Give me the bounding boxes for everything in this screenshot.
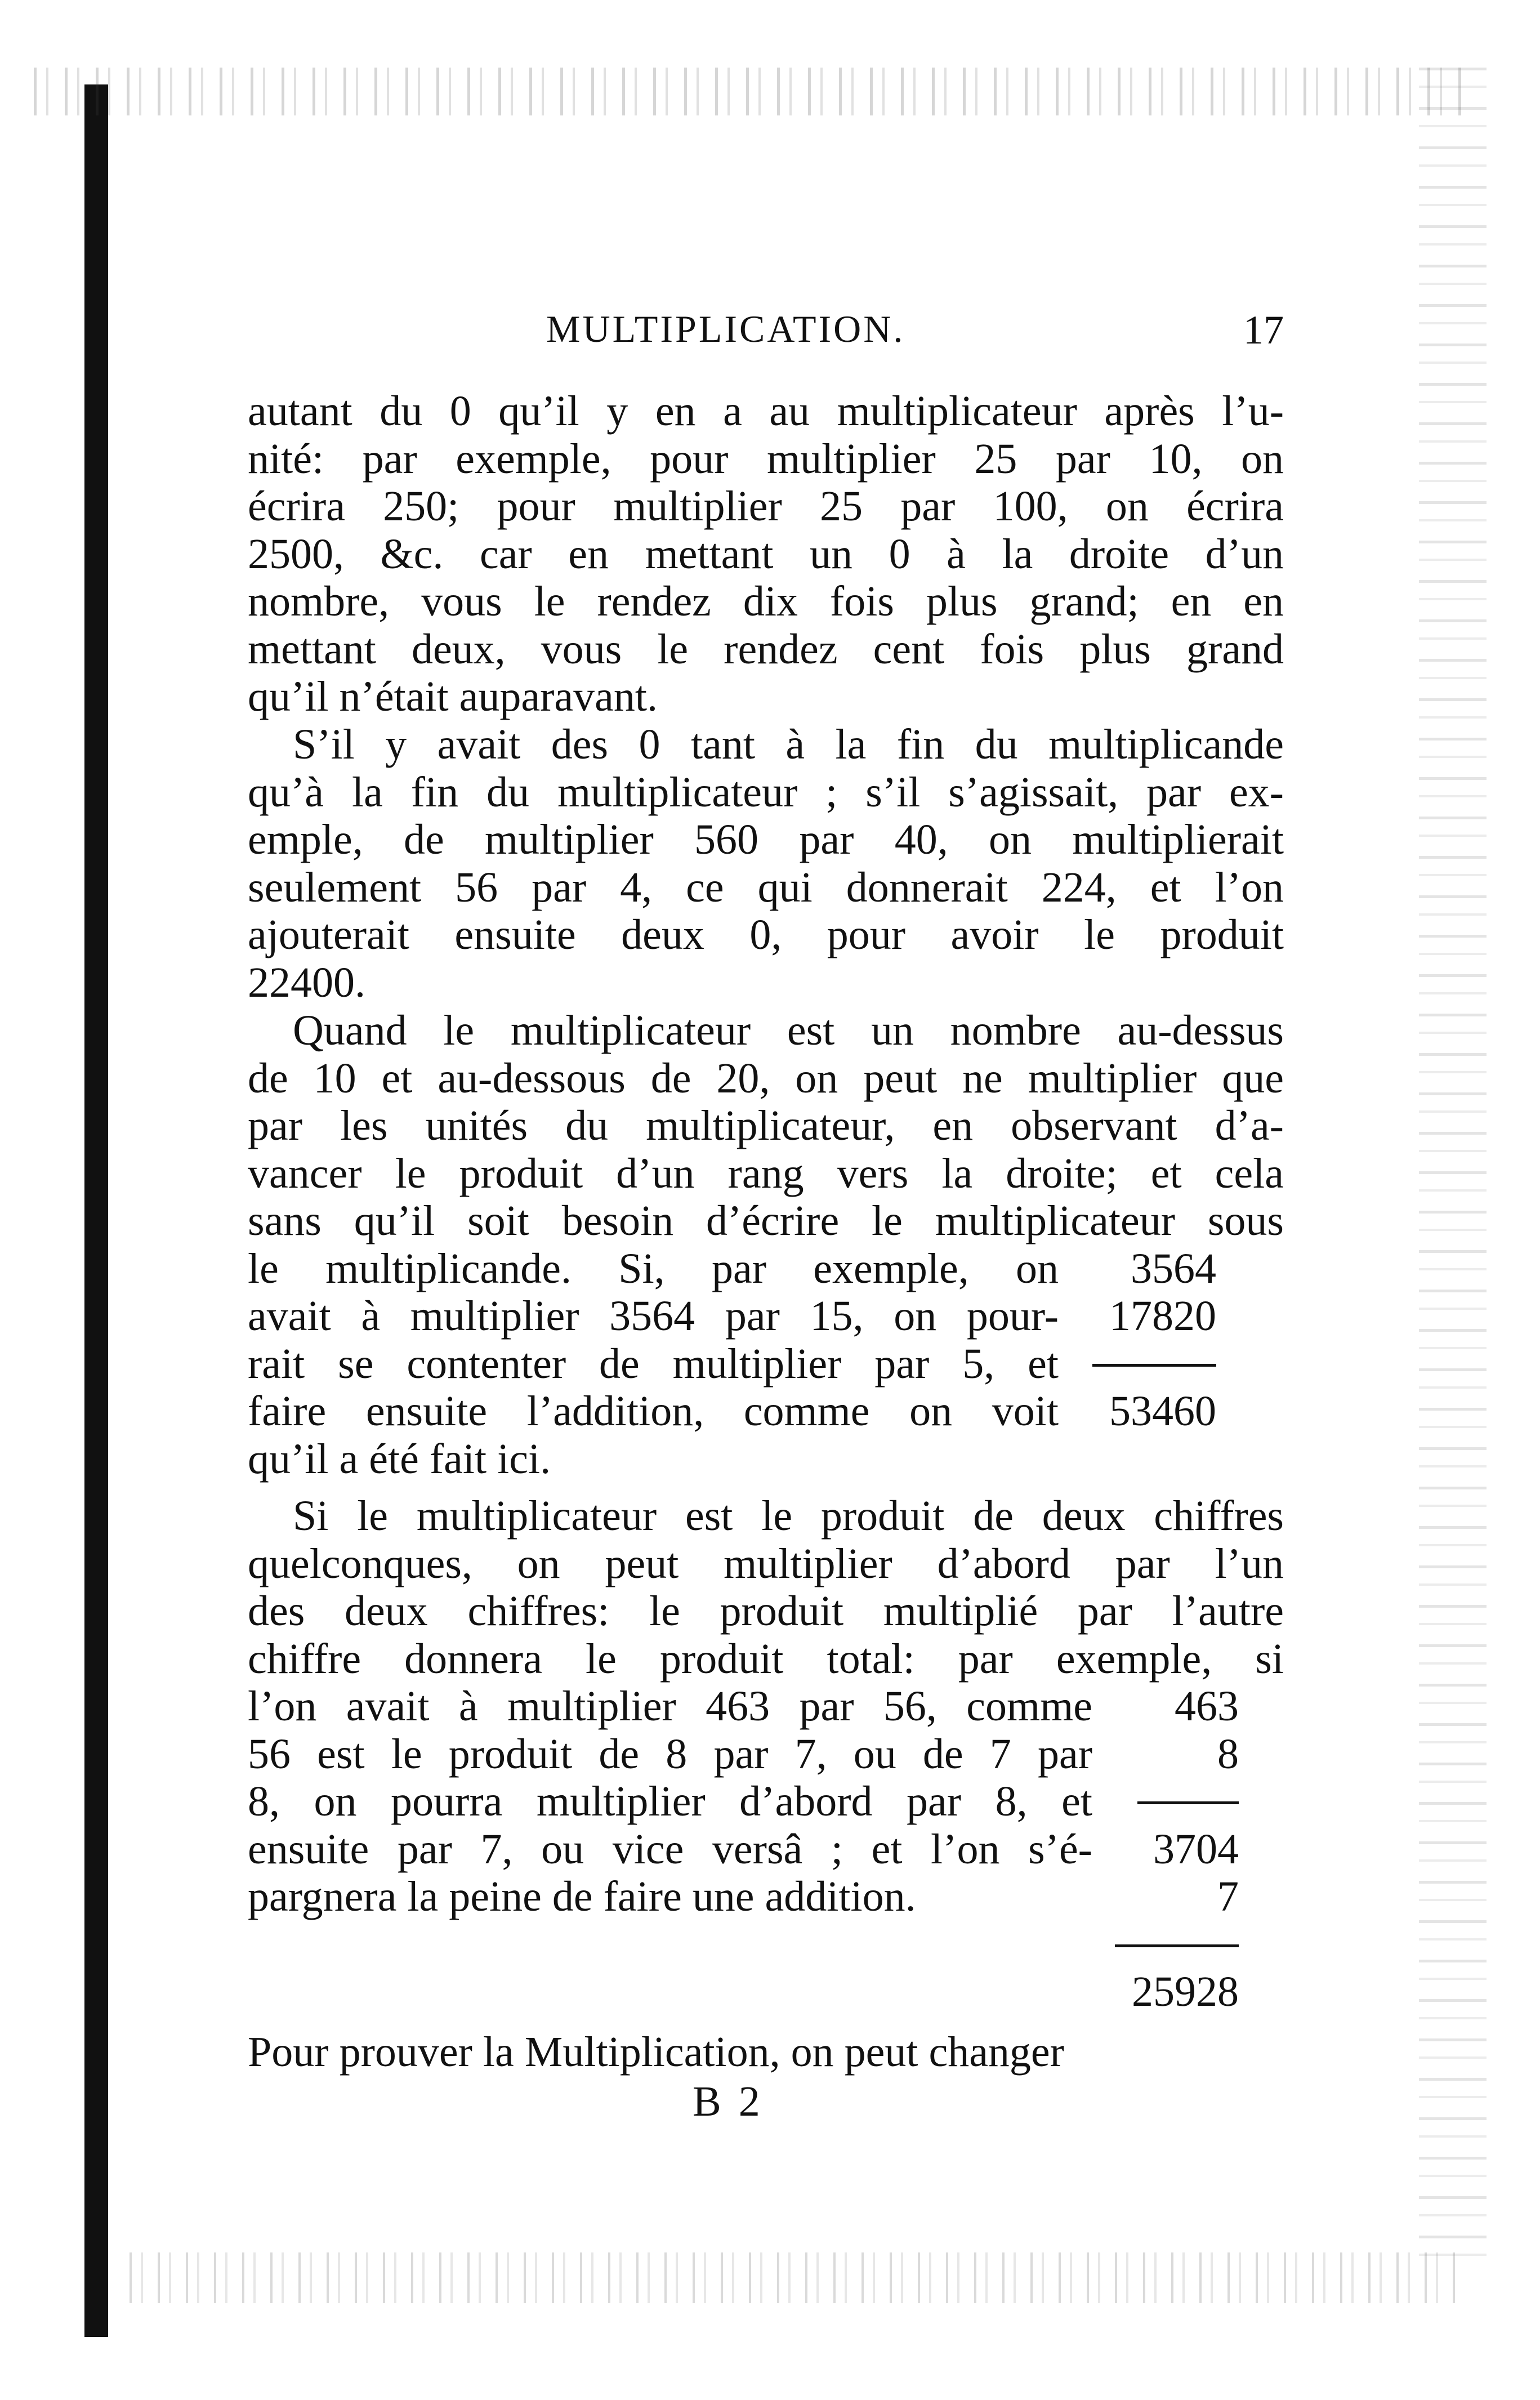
text-line: nombre, vous le rendez dix fois plus grand; en en [248,578,1284,625]
example-row [248,1683,1284,1730]
text-line: nité: par exemple, pour multiplier 25 par 10, on [248,435,1284,483]
text-line: qu’il a été fait ici. [248,1435,551,1483]
text-line: seulement 56 par 4, ce qui donnerait 224, et l’on [248,863,1284,911]
text-line: ensuite par 7, ou vice versâ ; et l’on s’é- [248,1825,1092,1873]
example-row [248,1292,1284,1340]
product-rule [1137,1801,1239,1804]
text-line: vancer le produit d’un rang vers la droite; et cela [248,1149,1284,1197]
text-line: le multiplicande. Si, par exemple, on [248,1244,1059,1292]
text-line: 2500, &c. car en mettant un 0 à la droite d’un [248,530,1284,578]
final-rule [1115,1944,1239,1947]
example-row [248,1245,1284,1293]
example-row [248,1340,1284,1388]
scan-noise-bottom [130,2252,1464,2303]
running-title: MULTIPLICATION. [546,307,905,350]
sum-rule [1092,1364,1216,1367]
paragraph-3 [248,1007,1284,1483]
example-row [248,1730,1284,1778]
paragraph-1 [248,387,1284,721]
signature-mark: B 2 [693,2078,764,2125]
example-row [248,1778,1284,1826]
scan-noise-right [1419,68,1487,2264]
example-row [248,1435,1284,1483]
first-factor-value: 8 [1217,1730,1239,1778]
text-line: pargnera la peine de faire une addition. [248,1873,916,1920]
text-line: par les unités du multiplicateur, en observant d’a- [248,1102,1284,1149]
example-row [248,1826,1284,1873]
example-row [248,1873,1284,1921]
text-line: Quand le multiplicateur est un nombre au-dessus [293,1007,1284,1054]
text-line: l’on avait à multiplier 463 par 56, comme [248,1683,1092,1730]
paragraph-2 [248,721,1284,1006]
text-line: rait se contenter de multiplier par 5, et [248,1340,1059,1388]
text-line: quelconques, on peut multiplier d’abord par l’un [248,1540,1284,1587]
text-line: qu’à la fin du multiplicateur ; s’il s’agissait, par ex- [248,768,1284,816]
multiplicand-value: 463 [1175,1683,1239,1730]
text-line: S’il y avait des 0 tant à la fin du multiplicande [293,721,1284,768]
scan-noise-top [34,68,1464,115]
text-line: chiffre donnera le produit total: par exemple, si [248,1635,1284,1683]
text-line: avait à multiplier 3564 par 15, on pour- [248,1292,1059,1340]
text-line: 22400. [248,958,365,1006]
example-row [248,1968,1284,2016]
page-header [248,307,1284,363]
intermediate-product-value: 3704 [1153,1825,1239,1873]
closing-line: Pour prouver la Multiplication, on peut changer [248,2028,1064,2076]
multiplicand-value: 3564 [1131,1244,1216,1292]
book-binding-edge [84,84,108,2337]
text-line: 8, on pourra multiplier d’abord par 8, et [248,1778,1092,1825]
text-line: écrira 250; pour multiplier 25 par 100, on écrira [248,483,1284,530]
text-line: emple, de multiplier 560 par 40, on multiplierait [248,816,1284,863]
example-row [248,1921,1284,1969]
paragraph-4 [248,1492,1284,2016]
text-line: sans qu’il soit besoin d’écrire le multiplicateur sous [248,1197,1284,1244]
text-line: Si le multiplicateur est le produit de deux chiffres [293,1492,1284,1540]
partial-product-value: 17820 [1109,1292,1216,1340]
text-line: 56 est le produit de 8 par 7, ou de 7 par [248,1730,1092,1778]
product-value: 53460 [1109,1388,1216,1435]
text-line: qu’il n’était auparavant. [248,673,658,720]
page-number: 17 [1243,307,1284,353]
final-product-value: 25928 [1132,1968,1239,2015]
text-line: de 10 et au-dessous de 20, on peut ne multiplier que [248,1054,1284,1102]
text-line: mettant deux, vous le rendez cent fois plus grand [248,625,1284,673]
text-line: faire ensuite l’addition, comme on voit [248,1388,1059,1435]
example-row [248,1388,1284,1435]
text-line: ajouterait ensuite deux 0, pour avoir le produit [248,911,1284,958]
text-line: des deux chiffres: le produit multiplié par l’autre [248,1587,1284,1635]
text-line: autant du 0 qu’il y en a au multiplicateur après l’u- [248,387,1284,435]
second-factor-value: 7 [1217,1873,1239,1920]
